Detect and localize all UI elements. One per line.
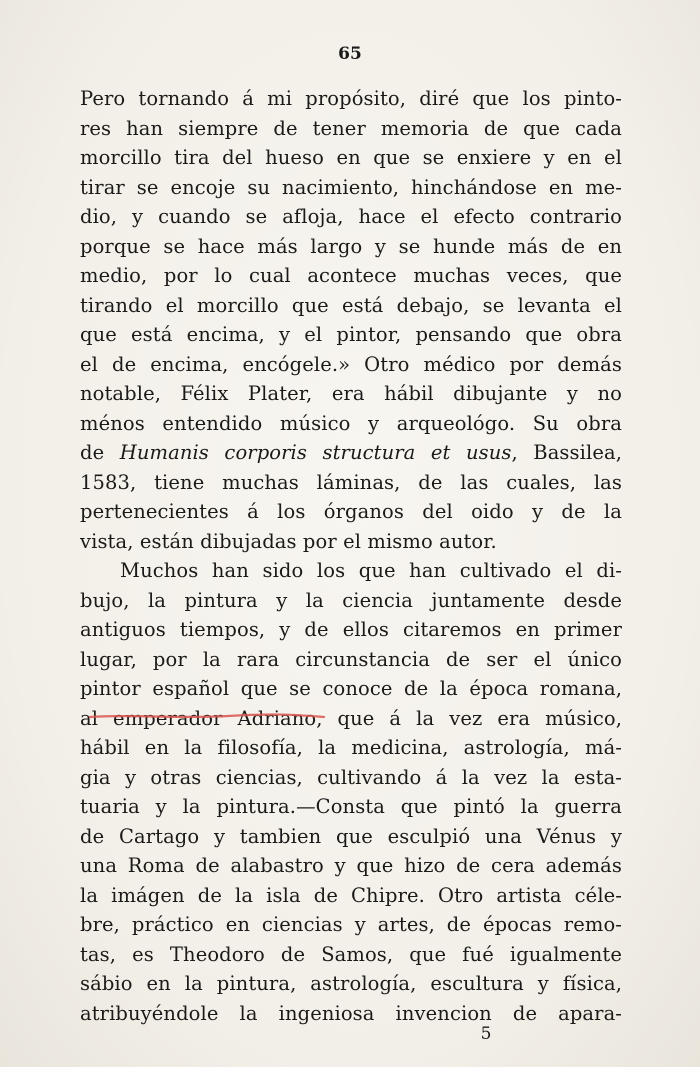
text-line: tuaria y la pintura.—Consta que pintó la guerra [80,795,622,818]
text-line [80,438,622,468]
text-line: ménos entendido músico y arqueológo. Su obra [80,411,622,435]
text-line: tirar se encoje su nacimiento, hinchándose en me- [80,175,622,199]
text-line: dio, y cuando se afloja, hace el efecto contrario [80,205,622,228]
text-line: pertenecientes á los órganos del oido y de la [80,500,622,523]
text-line: lugar, por la rara circunstancia de ser el único [80,647,622,671]
text-line: antiguos tiempos, y de ellos citaremos en primer [80,618,622,641]
text-line: hábil en la filosofía, la medicina, astrología, má- [80,736,622,759]
text-line: de Cartago y tambien que esculpió una Vénus y [80,824,622,848]
text-line: bujo, la pintura y la ciencia juntamente desde [80,588,622,612]
text-line: 1583, tiene muchas láminas, de las cuales, las [80,470,622,494]
text-segment: de [80,441,120,464]
text-line: la imágen de la isla de Chipre. Otro artista céle- [80,883,622,907]
text-line: Muchos han sido los que han cultivado el di- [120,559,622,582]
text-line: res han siempre de tener memoria de que cada [80,116,622,140]
text-line: bre, práctico en ciencias y artes, de épocas remo- [80,913,622,936]
text-line: pintor español que se conoce de la época romana, [80,677,622,700]
text-line: vista, están dibujadas por el mismo autor. [80,529,497,553]
text-line: al emperador Adriano, que á la vez era músico, [80,706,622,730]
text-line: sábio en la pintura, astrología, escultura y física, [80,972,622,995]
text-line: tas, es Theodoro de Samos, que fué igualmente [80,942,622,966]
text-line: que está encima, y el pintor, pensando que obra [80,323,622,346]
text-segment: , Bassilea, [511,441,622,464]
text-line: morcillo tira del hueso en que se enxiere y en el [80,146,622,169]
signature-mark: 5 [480,1024,492,1044]
text-line: tirando el morcillo que está debajo, se levanta el [80,293,622,317]
text-line: atribuyéndole la ingeniosa invencion de apara- [80,1001,622,1025]
text-line: el de encima, encógele.» Otro médico por demás [80,352,622,376]
text-line: medio, por lo cual acontece muchas veces, que [80,264,622,287]
book-title-italic: Humanis corporis structura et usus [119,441,512,464]
red-underline-annotation [88,711,326,721]
text-line: porque se hace más largo y se hunde más de en [80,234,622,258]
text-line: una Roma de alabastro y que hizo de cera además [80,854,622,877]
text-line: notable, Félix Plater, era hábil dibujante y no [80,382,622,405]
text-line: gia y otras ciencias, cultivando á la vez la esta- [80,765,622,789]
page-number: 65 [338,44,362,64]
text-line: Pero tornando á mi propósito, diré que los pinto- [80,87,622,110]
body-text [80,84,622,1028]
